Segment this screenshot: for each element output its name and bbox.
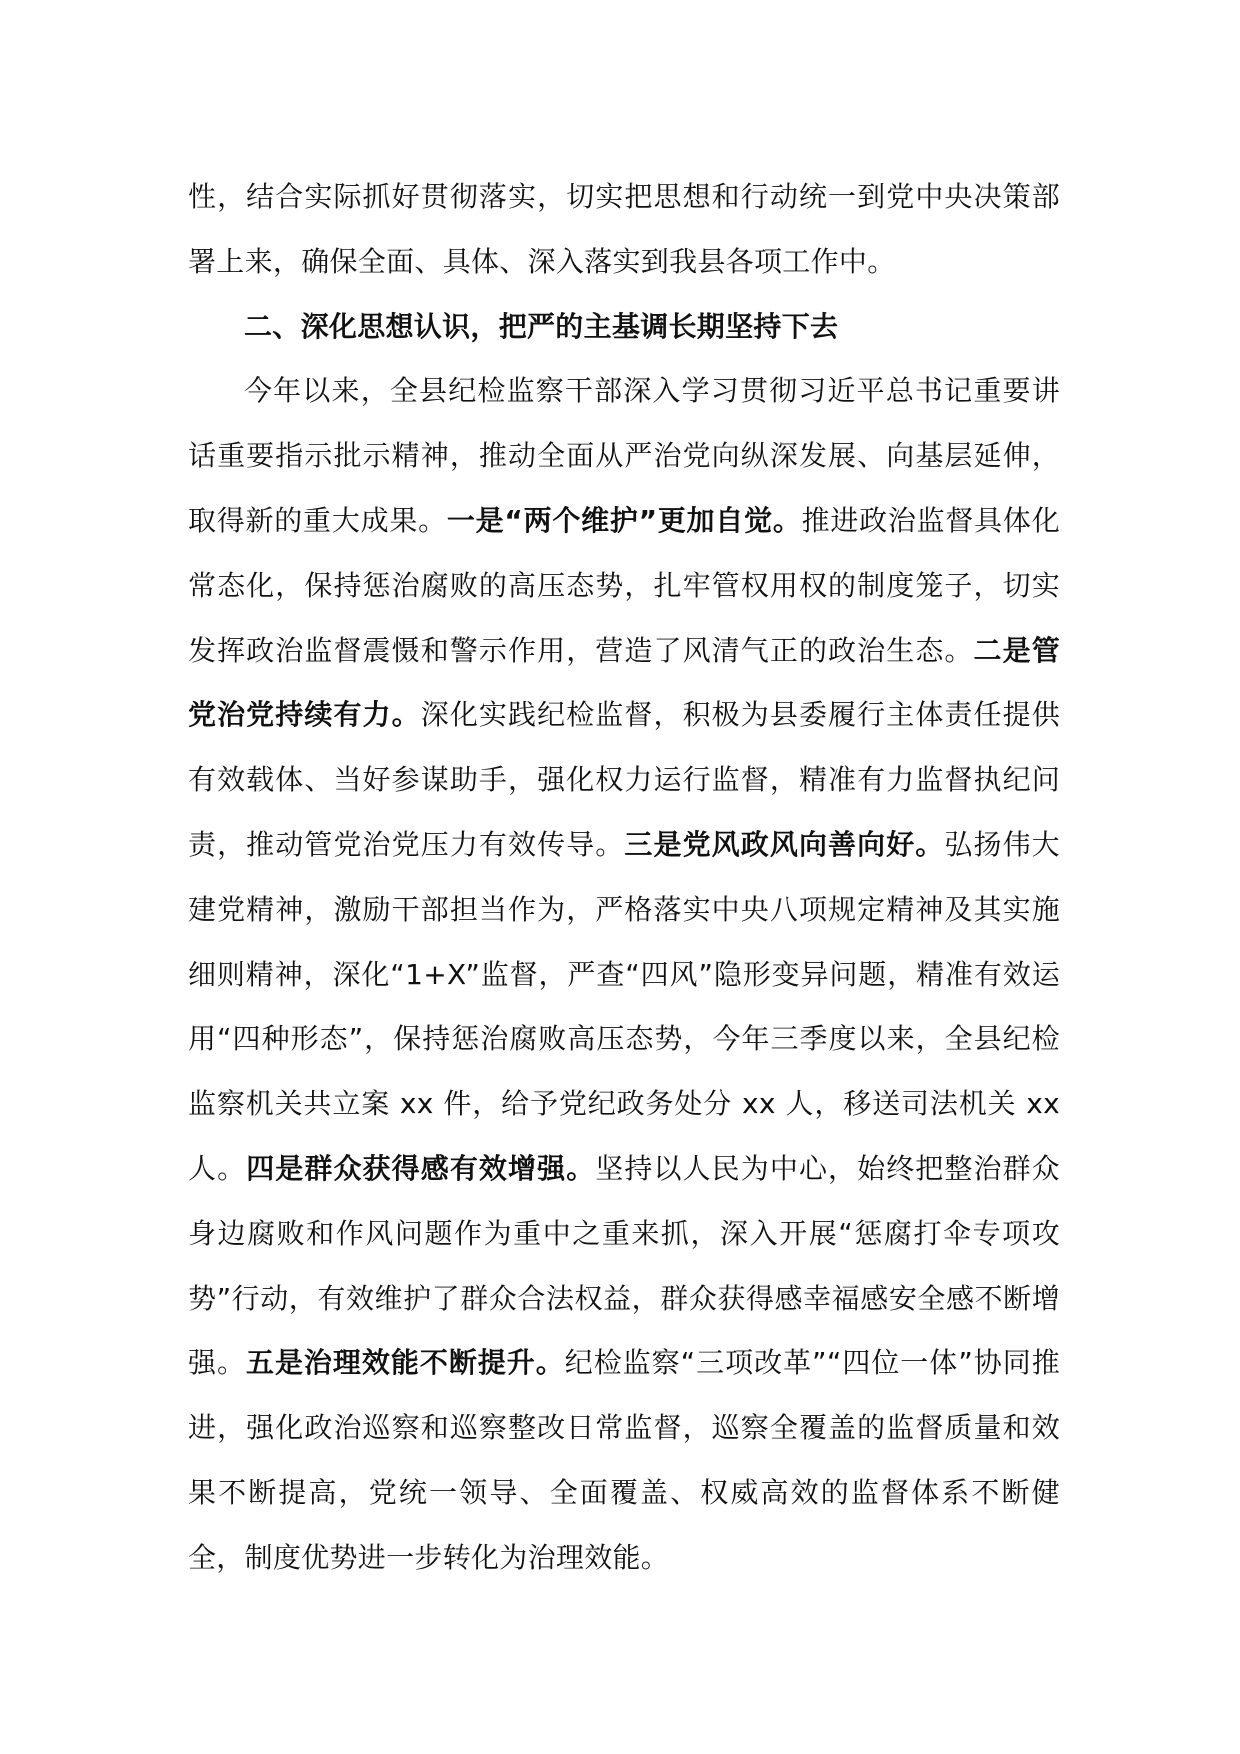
point-2-text: 深化实践纪检监督，积极为县委履行主体责任提供有效载体、当好参谋助手，强化权力运行监督，精准有力监督执纪问责，推动管党治党压力有效传导。 [188,698,1060,861]
point-2-title: 二是管党治党持续有力。 [188,633,1061,732]
intro-text: 今年以来，全县纪检监察干部深入学习贯彻习近平总书记重要讲话重要指示批示精神，推动全面从严治党向纵深发展、向基层延伸，取得新的重大成果。 [188,374,1060,537]
achievements-paragraph [188,359,1060,1590]
continuation-paragraph: 性，结合实际抓好贯彻落实，切实把思想和行动统一到党中央决策部署上来，确保全面、具体、深入落实到我县各项工作中。 [188,180,1060,278]
point-5-title: 五是治理效能不断提升。 [245,1346,565,1380]
section-heading: 二、深化思想认识，把严的主基调长期坚持下去 [244,309,839,343]
point-4-title: 四是群众获得感有效增强。 [246,1151,596,1185]
point-3-title: 三是党风政风向善向好。 [624,827,945,861]
document-body [188,165,1060,1591]
point-5-text: 纪检监察“三项改革”“四位一体”协同推进，强化政治巡察和巡察整改日常监督，巡察全覆盖的监督质量和效果不断提高，党统一领导、全面覆盖、权威高效的监督体系不断健全，制度优势进一步转化为治理效能。 [188,1346,1060,1574]
point-1-title: 一是“两个维护”更加自觉。 [446,503,802,537]
point-3-text: 弘扬伟大建党精神，激励干部担当作为，严格落实中央八项规定精神及其实施细则精神，深化“1+X”监督，严查“四风”隐形变异问题，精准有效运用“四种形态”，保持惩治腐败高压态势，今年三季度以来，全县纪检监察机关共立案 xx 件，给予党纪政务处分 xx 人，移送司法机关 xx 人。 [188,827,1060,1185]
point-1-text: 推进政治监督具体化常态化，保持惩治腐败的高压态势，扎牢管权用权的制度笼子，切实发挥政治监督震慑和警示作用，营造了风清气正的政治生态。 [188,503,1060,667]
point-4-text: 坚持以人民为中心，始终把整治群众身边腐败和作风问题作为重中之重来抓，深入开展“惩腐打伞专项攻势”行动，有效维护了群众合法权益，群众获得感幸福感安全感不断增强。 [188,1151,1060,1380]
